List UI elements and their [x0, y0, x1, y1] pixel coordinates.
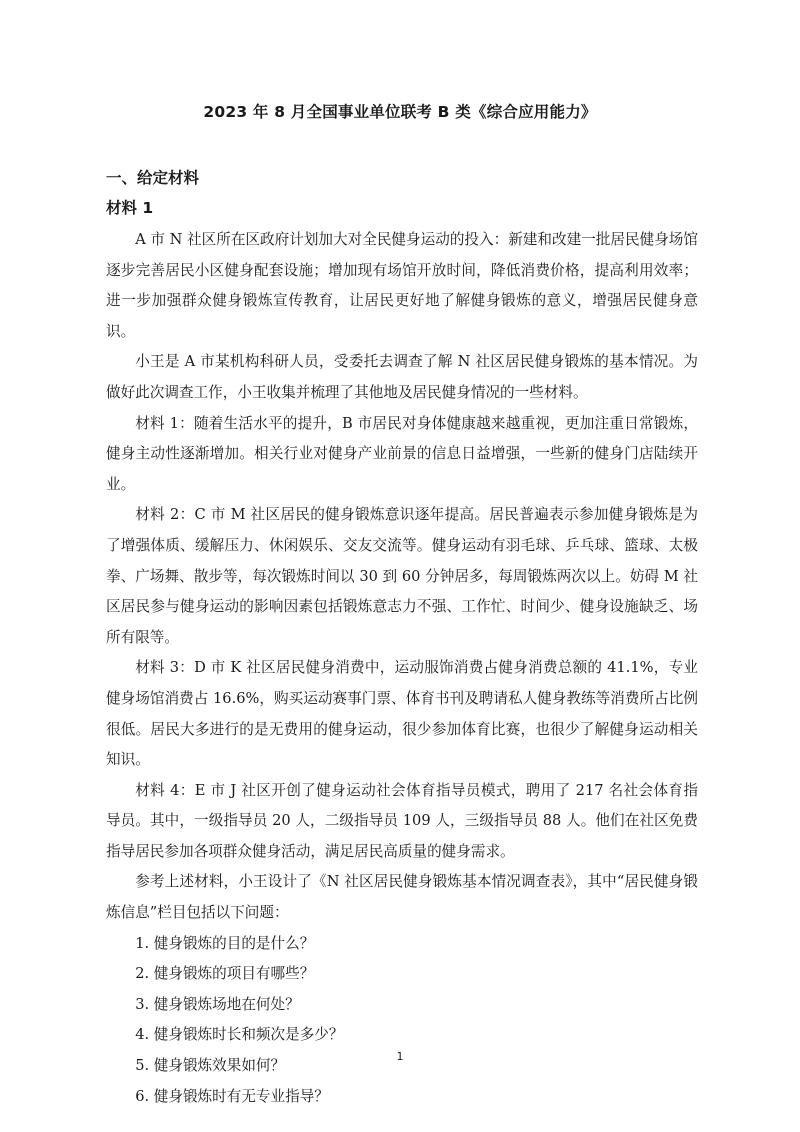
paragraph: A 市 N 社区所在区政府计划加大对全民健身运动的投入：新建和改建一批居民健身场馆逐步完善居民小区健身配套设施；增加现有场馆开放时间，降低消费价格，提高利用效率；进一步加强群众健身锻炼宣传教育，让居民更好地了解健身锻炼的意义，增强居民健身意识。	[106, 231, 698, 340]
question-item: 6. 健身锻炼时有无专业指导？	[135, 1087, 329, 1105]
paragraph: 小王是 A 市某机构科研人员，受委托去调查了解 N 社区居民健身锻炼的基本情况。为做好此次调查工作，小王收集并梳理了其他地及居民健身情况的一些材料。	[106, 353, 698, 401]
question-item: 4. 健身锻炼时长和频次是多少？	[135, 1026, 344, 1044]
question-item: 3. 健身锻炼场地在何处？	[135, 995, 300, 1013]
paragraph: 材料 3：D 市 K 社区居民健身消费中，运动服饰消费占健身消费总额的 41.1%，专业健身场馆消费占 16.6%，购买运动赛事门票、体育书刊及聘请私人健身教练等消费所占比例很低。居民大多进行的是无费用的健身运动，很少参加体育比赛，也很少了解健身运动相关知识。	[106, 659, 698, 769]
document-body	[106, 225, 698, 1112]
page-number: 1	[396, 1050, 404, 1063]
document-title: 2023 年 8 月全国事业单位联考 B 类《综合应用能力》	[203, 103, 597, 121]
material-heading: 材料 1	[106, 199, 154, 217]
paragraph: 材料 4：E 市 J 社区开创了健身运动社会体育指导员模式，聘用了 217 名社会体育指导员。其中，一级指导员 20 人，二级指导员 109 人，三级指导员 88 人。他们在社区免费指导居民参加各项群众健身活动，满足居民高质量的健身需求。	[106, 781, 698, 860]
paragraph: 材料 2：C 市 M 社区居民的健身锻炼意识逐年提高。居民普遍表示参加健身锻炼是为了增强体质、缓解压力、休闲娱乐、交友交流等。健身运动有羽毛球、乒乓球、篮球、太极拳、广场舞、散步等，每次锻炼时间以 30 到 60 分钟居多，每周锻炼两次以上。妨碍 M 社区居民参与健身运动的影响因素包括锻炼意志力不强、工作忙、时间少、健身设施缺乏、场所有限等。	[106, 506, 698, 646]
question-item: 1. 健身锻炼的目的是什么？	[135, 934, 315, 952]
question-item: 2. 健身锻炼的项目有哪些？	[135, 965, 315, 983]
paragraph: 材料 1：随着生活水平的提升，B 市居民对身体健康越来越重视，更加注重日常锻炼，健身主动性逐渐增加。相关行业对健身产业前景的信息日益增强，一些新的健身门店陆续开业。	[106, 414, 698, 493]
section-heading: 一、给定材料	[106, 169, 200, 187]
paragraph: 参考上述材料，小王设计了《N 社区居民健身锻炼基本情况调查表》，其中“居民健身锻炼信息”栏目包括以下问题：	[106, 873, 698, 922]
question-item: 5. 健身锻炼效果如何？	[135, 1057, 286, 1075]
